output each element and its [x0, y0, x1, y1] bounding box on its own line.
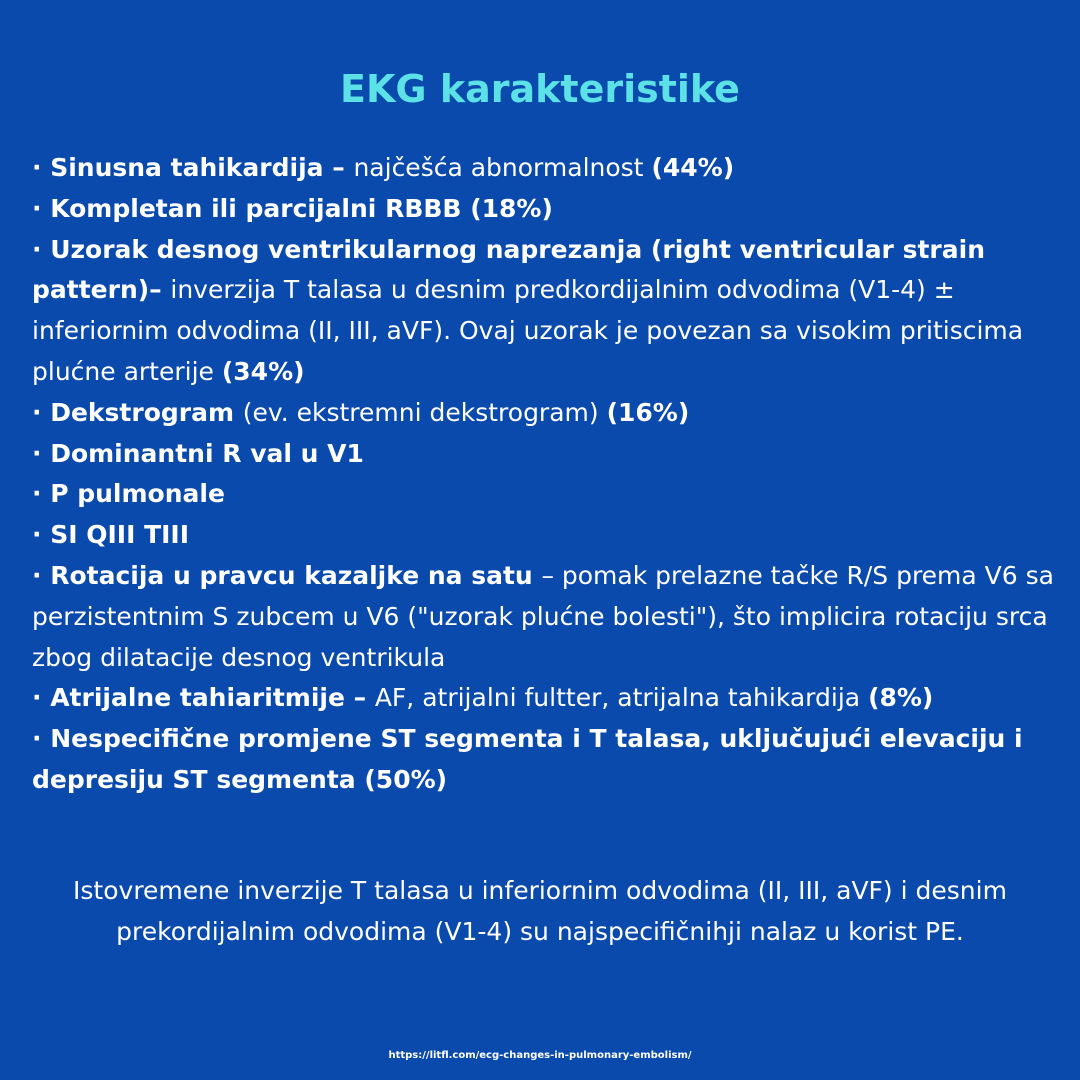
list-item-clockwise-rotation — [32, 556, 1056, 678]
item-bold-lead: · Nespecifične promjene ST segmenta i T talasa, uključujući elevaciju i depresiju ST segmenta (50%) — [32, 724, 1023, 794]
page-title: EKG karakteristike — [340, 67, 740, 112]
list-item-nonspecific-st-t — [32, 719, 1056, 801]
item-bold-lead: · Dominantni R val u V1 — [32, 438, 364, 468]
list-item-rv-strain — [32, 230, 1056, 393]
item-percentage: (16%) — [606, 397, 690, 427]
list-item-dextrogram — [32, 393, 1056, 434]
item-bold-lead: · Atrijalne tahiaritmije – — [32, 683, 375, 713]
item-bold-lead: · Rotacija u pravcu kazaljke na satu — [32, 560, 542, 590]
item-percentage: (34%) — [221, 356, 305, 386]
item-percentage: (8%) — [868, 683, 934, 713]
item-description: inverzija T talasa u desnim predkordijalnim odvodima (V1-4) ± inferiornim odvodima (II, III, aVF). Ovaj uzorak je povezan sa visokim pritiscima plućne arterije — [32, 275, 1024, 386]
item-bold-lead: · Dekstrogram — [32, 397, 243, 427]
item-bold-lead: · P pulmonale — [32, 479, 225, 509]
list-item-p-pulmonale — [32, 474, 1056, 515]
item-bold-lead: · Uzorak desnog ventrikularnog naprezanja (right ventricular strain pattern)– — [32, 234, 985, 305]
item-bold-lead: · SI QIII TIII — [32, 520, 190, 550]
source-link[interactable]: https://litfl.com/ecg-changes-in-pulmonary-embolism/ — [388, 1050, 692, 1061]
item-description: AF, atrijalni fultter, atrijalna tahikardija — [374, 683, 869, 713]
item-percentage: (44%) — [651, 153, 735, 182]
item-bold-lead: · Sinusna tahikardija – — [32, 153, 354, 182]
summary-note: Istovremene inverzije T talasa u inferiornim odvodima (II, III, aVF) i desnim prekordijalnim odvodima (V1-4) su najspecifičnihji nalaz u korist PE. — [73, 876, 1007, 946]
list-item-sinus-tachycardia — [32, 148, 1056, 189]
list-item-si-qiii-tiii — [32, 515, 1056, 556]
item-description: najčešća abnormalnost — [353, 153, 652, 182]
item-bold-lead: · Kompletan ili parcijalni RBBB (18%) — [32, 193, 553, 223]
list-item-dominant-r — [32, 434, 1056, 475]
list-item-rbbb — [32, 189, 1056, 230]
list-item-atrial-tachyarrhythmias — [32, 678, 1056, 719]
item-description: (ev. ekstremni dekstrogram) — [242, 397, 607, 427]
item-description: – pomak prelazne tačke R/S prema V6 sa perzistentnim S zubcem u V6 ("uzorak plućne bolesti"), što implicira rotaciju srca zbog dilatacije desnog ventrikula — [32, 560, 1054, 672]
ekg-features-list — [32, 148, 1056, 801]
